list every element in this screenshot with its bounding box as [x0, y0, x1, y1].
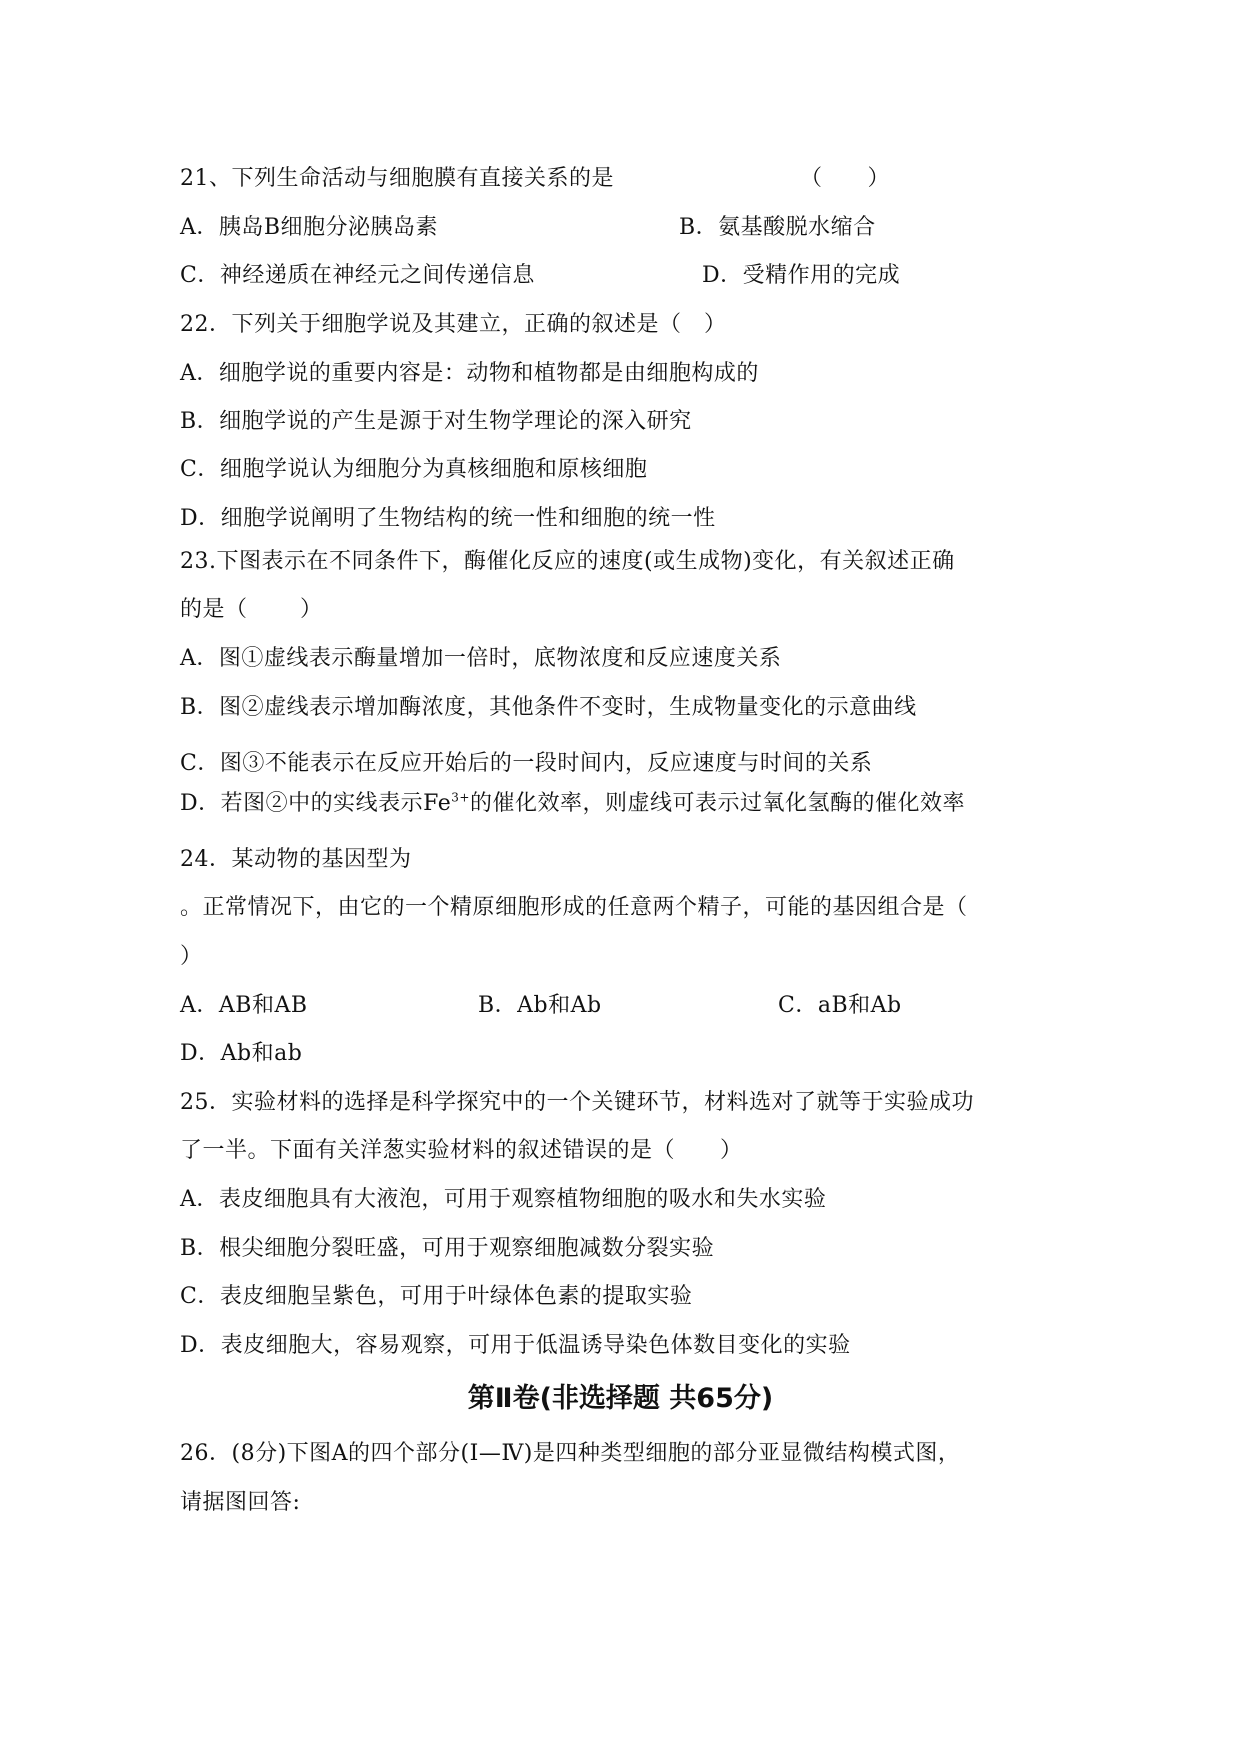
q25-option-b: B．根尖细胞分裂旺盛，可用于观察细胞减数分裂实验 [180, 1236, 715, 1261]
q23-option-d-pre: D．若图②中的实线表示Fe [180, 791, 452, 816]
q23-option-d-superscript: 3+ [451, 790, 470, 805]
q24-option-b: B．Ab和Ab [478, 993, 602, 1018]
q25-stem-line1: 25．实验材料的选择是科学探究中的一个关键环节，材料选对了就等于实验成功 [180, 1090, 974, 1115]
q24-stem-line2: 。正常情况下，由它的一个精原细胞形成的任意两个精子，可能的基因组合是（ [180, 895, 968, 920]
q26-stem-line1: 26．(8分)下图A的四个部分(Ⅰ—Ⅳ)是四种类型细胞的部分亚显微结构模式图， [180, 1441, 961, 1466]
q25-option-a: A．表皮细胞具有大液泡，可用于观察植物细胞的吸水和失水实验 [180, 1187, 827, 1212]
q24-option-d: D．Ab和ab [180, 1041, 303, 1066]
q21-stem: 21、下列生命活动与细胞膜有直接关系的是 [180, 166, 614, 191]
q21-option-c: C．神经递质在神经元之间传递信息 [180, 263, 535, 288]
q23-option-a: A．图①虚线表示酶量增加一倍时，底物浓度和反应速度关系 [180, 646, 782, 671]
q24-option-a: A．AB和AB [180, 993, 308, 1018]
q23-option-c: C．图③不能表示在反应开始后的一段时间内，反应速度与时间的关系 [180, 751, 873, 776]
q22-option-c: C．细胞学说认为细胞分为真核细胞和原核细胞 [180, 457, 648, 482]
q25-stem-line2: 了一半。下面有关洋葱实验材料的叙述错误的是（ ） [180, 1138, 743, 1163]
q23-option-d-post: 的催化效率，则虚线可表示过氧化氢酶的催化效率 [469, 791, 965, 816]
q25-option-d: D．表皮细胞大，容易观察，可用于低温诱导染色体数目变化的实验 [180, 1333, 851, 1358]
q23-stem-line2: 的是（ ） [180, 597, 323, 622]
q24-stem-line1: 24．某动物的基因型为 [180, 847, 412, 872]
section-2-title: 第Ⅱ卷(非选择题 共65分) [467, 1383, 774, 1414]
q21-option-b: B．氨基酸脱水缩合 [679, 215, 876, 240]
q26-stem-line2: 请据图回答: [180, 1490, 301, 1515]
q22-option-b: B．细胞学说的产生是源于对生物学理论的深入研究 [180, 409, 692, 434]
q25-option-c: C．表皮细胞呈紫色，可用于叶绿体色素的提取实验 [180, 1284, 693, 1309]
q23-option-d [180, 790, 965, 818]
q22-option-d: D．细胞学说阐明了生物结构的统一性和细胞的统一性 [180, 506, 716, 531]
q21-option-a: A．胰岛B细胞分泌胰岛素 [180, 215, 439, 240]
q24-option-c: C．aB和Ab [778, 993, 902, 1018]
q24-stem-line3: ） [180, 944, 203, 969]
q21-option-d: D．受精作用的完成 [702, 263, 901, 288]
q22-stem: 22．下列关于细胞学说及其建立，正确的叙述是（ ） [180, 312, 727, 337]
q21-answer-bracket: （ ） [800, 166, 891, 191]
q23-stem-line1: 23.下图表示在不同条件下，酶催化反应的速度(或生成物)变化，有关叙述正确 [180, 549, 955, 574]
q23-option-b: B．图②虚线表示增加酶浓度，其他条件不变时，生成物量变化的示意曲线 [180, 695, 917, 720]
q22-option-a: A．细胞学说的重要内容是：动物和植物都是由细胞构成的 [180, 361, 759, 386]
